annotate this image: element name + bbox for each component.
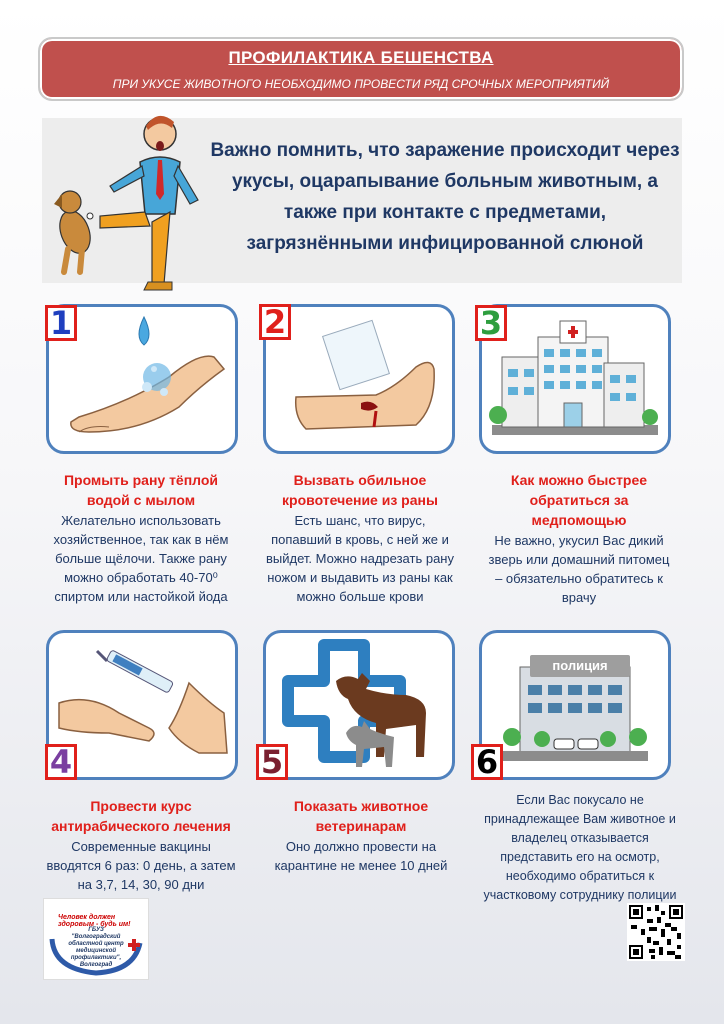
step-heading: водой с мылом bbox=[86, 492, 196, 508]
step-text: врачу bbox=[561, 590, 597, 605]
step-heading: обратиться за bbox=[529, 492, 629, 508]
step-text: Если Вас покусало не bbox=[516, 793, 644, 807]
step-1-number: 1 bbox=[45, 305, 77, 341]
step-5-caption bbox=[256, 796, 466, 875]
bitten-man-icon bbox=[40, 104, 210, 294]
step-2-number: 2 bbox=[259, 304, 291, 340]
step-text: ножом и выдавить из раны как bbox=[267, 570, 453, 585]
step-text: Современные вакцины bbox=[71, 839, 211, 854]
step-text: выйдет. Можно надрезать рану bbox=[266, 551, 454, 566]
intro-text bbox=[205, 135, 685, 259]
intro-line: укусы, оцарапывание больным животным, а bbox=[231, 171, 659, 192]
step-heading: Как можно быстрее bbox=[510, 472, 648, 488]
step-text: необходимо обратиться к bbox=[505, 869, 655, 883]
step-text: больше щёлочи. Также рану bbox=[55, 551, 227, 566]
step-text: можно больше крови bbox=[296, 589, 424, 604]
step-2-card bbox=[263, 304, 455, 454]
step-5-card bbox=[263, 630, 455, 780]
step-text: владелец отказывается bbox=[511, 831, 649, 845]
step-heading: Промыть рану тёплой bbox=[63, 472, 219, 488]
step-3-number: 3 bbox=[475, 305, 507, 341]
logo-slogan: Человек должен здоровым - будь им! bbox=[58, 914, 131, 928]
police-sign: полиция bbox=[530, 655, 630, 677]
step-3-card bbox=[479, 304, 671, 454]
step-text: спиртом или настойкой йода bbox=[54, 589, 228, 604]
page-title: ПРОФИЛАКТИКА БЕШЕНСТВА bbox=[228, 48, 494, 67]
step-text: участковому сотруднику полиции bbox=[483, 888, 677, 902]
step-text: Не важно, укусил Вас дикий bbox=[494, 533, 664, 548]
step-text: зверь или домашний питомец bbox=[488, 552, 670, 567]
step-text: – обязательно обратитесь к bbox=[495, 571, 663, 586]
header-banner bbox=[38, 37, 684, 101]
intro-line: также при контакте с предметами, bbox=[283, 202, 607, 223]
step-4-caption bbox=[36, 796, 246, 894]
step-text: можно обработать 40-70⁰ bbox=[64, 570, 218, 585]
step-heading: Провести курс bbox=[90, 798, 192, 814]
step-3-caption bbox=[474, 470, 684, 607]
step-5-number: 5 bbox=[256, 744, 288, 780]
intro-line: Важно помнить, что заражение происходит через bbox=[210, 140, 680, 161]
step-6-caption bbox=[470, 790, 690, 905]
step-text: хозяйственное, так как в нём bbox=[53, 532, 229, 547]
organization-logo bbox=[43, 898, 149, 980]
qr-code-icon bbox=[627, 903, 685, 961]
step-text: попавший в кровь, с ней же и bbox=[271, 532, 449, 547]
foot-wound-icon bbox=[266, 307, 452, 451]
step-1-caption bbox=[36, 470, 246, 606]
step-2-caption bbox=[255, 470, 465, 606]
step-6-number: 6 bbox=[471, 744, 503, 780]
page-subtitle: ПРИ УКУСЕ ЖИВОТНОГО НЕОБХОДИМО ПРОВЕСТИ РЯД СРОЧНЫХ МЕРОПРИЯТИЙ bbox=[112, 77, 610, 91]
step-heading: антирабического лечения bbox=[51, 818, 231, 834]
step-text: карантине не менее 10 дней bbox=[274, 858, 448, 873]
step-text: вводятся 6 раз: 0 день, а затем bbox=[46, 858, 236, 873]
step-4-number: 4 bbox=[45, 744, 77, 780]
step-text: Есть шанс, что вирус, bbox=[294, 513, 426, 528]
step-text: Оно должно провести на bbox=[285, 839, 437, 854]
hospital-icon bbox=[482, 307, 668, 451]
step-text: Желательно использовать bbox=[61, 513, 221, 528]
step-heading: ветеринарам bbox=[315, 818, 407, 834]
step-text: на 3,7, 14, 30, 90 дни bbox=[77, 877, 205, 892]
step-heading: медпомощью bbox=[531, 512, 627, 528]
step-heading: кровотечение из раны bbox=[282, 492, 438, 508]
step-text: принадлежащее Вам животное и bbox=[484, 812, 676, 826]
vet-cross-dog-cat-icon bbox=[266, 633, 452, 777]
step-text: представить его на осмотр, bbox=[500, 850, 660, 864]
logo-name: ГБУЗ "Волгоградский областной центр медицинской профилактики", Волгоград bbox=[68, 927, 124, 968]
intro-line: загрязнёнными инфицированной слюной bbox=[246, 233, 644, 254]
step-heading: Вызвать обильное bbox=[293, 472, 427, 488]
step-6-card bbox=[479, 630, 671, 780]
step-heading: Показать животное bbox=[293, 798, 429, 814]
